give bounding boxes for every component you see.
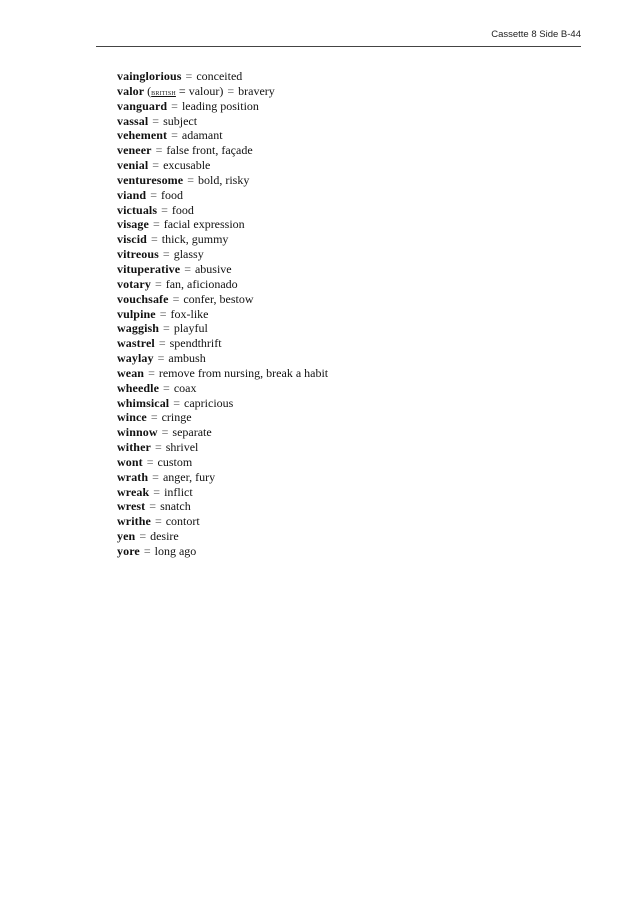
equals-sign: =: [150, 410, 158, 425]
vocab-definition: glassy: [173, 247, 204, 262]
vocab-entry: [117, 69, 328, 84]
vocab-term: votary: [117, 276, 151, 291]
vocab-entry: [117, 173, 328, 188]
vocab-definition: remove from nursing, break a habit: [158, 365, 329, 380]
paren-open: (: [147, 83, 152, 98]
equals-sign: =: [154, 276, 162, 291]
equals-sign: =: [152, 113, 160, 128]
vocab-entry: [117, 307, 328, 322]
vocab-definition: false front, façade: [166, 143, 253, 158]
vocab-entry: [117, 529, 328, 544]
vocab-definition: bravery: [238, 83, 275, 98]
vocab-term: wean: [117, 365, 145, 380]
vocab-entry: [117, 455, 328, 470]
equals-sign: =: [172, 291, 180, 306]
equals-sign: =: [146, 454, 154, 469]
vocab-term: winnow: [117, 425, 158, 440]
vocab-term: wrest: [117, 499, 146, 514]
vocab-entry: [117, 262, 328, 277]
vocab-term: venial: [117, 158, 149, 173]
vocab-definition: adamant: [181, 128, 223, 143]
equals-sign: =: [171, 98, 178, 113]
equals-sign: =: [152, 217, 160, 232]
vocab-definition: ambush: [168, 351, 206, 366]
vocab-definition: confer, bestow: [183, 291, 254, 306]
equals-sign: =: [148, 365, 155, 380]
vocab-term: vulpine: [117, 306, 156, 321]
vocab-term: vassal: [117, 113, 149, 128]
equals-sign: =: [149, 499, 157, 514]
vocab-term: vituperative: [117, 261, 181, 276]
equals-sign: =: [187, 172, 194, 187]
equals-sign: =: [143, 544, 151, 558]
vocab-definition: contort: [165, 514, 200, 529]
vocab-entry: [117, 485, 328, 500]
vocab-definition: conceited: [196, 69, 243, 83]
equals-sign: =: [139, 529, 147, 544]
vocab-entry: [117, 292, 328, 307]
vocab-entry: [117, 84, 328, 99]
vocab-definition: spendthrift: [169, 336, 222, 351]
vocab-entry: [117, 425, 328, 440]
vocab-definition: shrivel: [165, 440, 199, 455]
vocab-term: vehement: [117, 128, 168, 143]
vocabulary-list: [117, 69, 328, 559]
equals-sign: =: [159, 306, 167, 321]
vocab-term: veneer: [117, 143, 152, 158]
vocab-entry: [117, 470, 328, 485]
vocab-definition: coax: [173, 380, 197, 395]
vocab-definition: subject: [163, 113, 198, 128]
vocab-term: wince: [117, 410, 147, 425]
region-label: BRITISH: [151, 90, 176, 97]
vocab-definition: long ago: [154, 544, 197, 558]
vocab-term: vouchsafe: [117, 291, 169, 306]
vocab-entry: [117, 499, 328, 514]
vocab-term: vanguard: [117, 98, 168, 113]
vocab-entry: [117, 514, 328, 529]
vocab-definition: separate: [172, 425, 212, 440]
vocab-term: yen: [117, 529, 136, 544]
vocab-term: victuals: [117, 202, 158, 217]
equals-sign: =: [152, 158, 160, 173]
vocab-definition: fan, aficionado: [165, 276, 238, 291]
equals-sign: =: [162, 247, 170, 262]
equals-sign: =: [157, 351, 165, 366]
vocab-term: wont: [117, 454, 143, 469]
vocab-entry: [117, 336, 328, 351]
vocab-term: venturesome: [117, 172, 184, 187]
vocab-entry: [117, 143, 328, 158]
vocab-term: wastrel: [117, 336, 155, 351]
vocab-definition: desire: [150, 529, 179, 544]
vocab-definition: thick, gummy: [161, 232, 229, 247]
equals-sign: =: [163, 380, 170, 395]
vocab-entry: [117, 366, 328, 381]
vocab-term: viscid: [117, 232, 147, 247]
vocab-entry: [117, 203, 328, 218]
vocab-entry: [117, 410, 328, 425]
equals-sign: =: [152, 469, 159, 484]
equals-sign: =: [150, 187, 157, 202]
vocab-term: wrath: [117, 469, 149, 484]
header-divider: [96, 46, 581, 47]
vocab-entry: [117, 114, 328, 129]
vocab-entry: [117, 277, 328, 292]
vocab-entry: [117, 128, 328, 143]
vocab-term: wither: [117, 440, 151, 455]
vocab-entry: [117, 440, 328, 455]
vocab-term: vainglorious: [117, 69, 182, 83]
vocab-definition: food: [171, 202, 194, 217]
vocab-term: waggish: [117, 321, 160, 336]
vocab-entry: [117, 158, 328, 173]
vocab-definition: cringe: [161, 410, 192, 425]
vocab-term: wreak: [117, 484, 150, 499]
vocab-entry: [117, 232, 328, 247]
vocab-entry: [117, 217, 328, 232]
vocab-definition: facial expression: [163, 217, 245, 232]
vocab-term: valor: [117, 83, 145, 98]
vocab-term: whimsical: [117, 395, 170, 410]
vocab-term: writhe: [117, 514, 151, 529]
vocab-definition: snatch: [160, 499, 191, 514]
equals-sign: =: [171, 128, 178, 143]
vocab-term: viand: [117, 187, 147, 202]
vocab-definition: playful: [173, 321, 208, 336]
vocab-term: wheedle: [117, 380, 160, 395]
vocab-definition: custom: [157, 454, 193, 469]
equals-sign: =: [163, 321, 170, 336]
vocab-definition: fox-like: [170, 306, 209, 321]
vocab-entry: [117, 188, 328, 203]
vocab-definition: excusable: [163, 158, 211, 173]
equals-sign: =: [161, 202, 168, 217]
vocab-definition: leading position: [181, 98, 259, 113]
vocab-definition: food: [160, 187, 183, 202]
equals-sign: =: [153, 484, 161, 499]
equals-sign: =: [154, 440, 162, 455]
vocab-term: yore: [117, 544, 140, 558]
page-header-label: Cassette 8 Side B-44: [491, 29, 581, 40]
equals-sign: =: [150, 232, 158, 247]
vocab-entry: [117, 396, 328, 411]
vocab-definition: capricious: [184, 395, 234, 410]
equals-sign: =: [155, 143, 163, 158]
vocab-entry: [117, 321, 328, 336]
equals-sign: =: [185, 69, 193, 83]
vocab-term: vitreous: [117, 247, 159, 262]
equals-sign: =: [173, 395, 181, 410]
vocab-term: waylay: [117, 351, 154, 366]
vocab-entry: [117, 99, 328, 114]
equals-sign: =: [227, 83, 235, 98]
alternate-spelling: = valour): [178, 83, 224, 98]
vocab-term: visage: [117, 217, 149, 232]
vocab-definition: inflict: [164, 484, 193, 499]
equals-sign: =: [158, 336, 166, 351]
vocab-definition: anger, fury: [162, 469, 216, 484]
vocab-entry: [117, 544, 328, 559]
vocab-entry: [117, 247, 328, 262]
vocab-definition: bold, risky: [197, 172, 250, 187]
equals-sign: =: [154, 514, 162, 529]
vocab-entry: [117, 351, 328, 366]
equals-sign: =: [184, 261, 191, 276]
vocab-definition: abusive: [194, 261, 232, 276]
vocab-entry: [117, 381, 328, 396]
equals-sign: =: [161, 425, 169, 440]
